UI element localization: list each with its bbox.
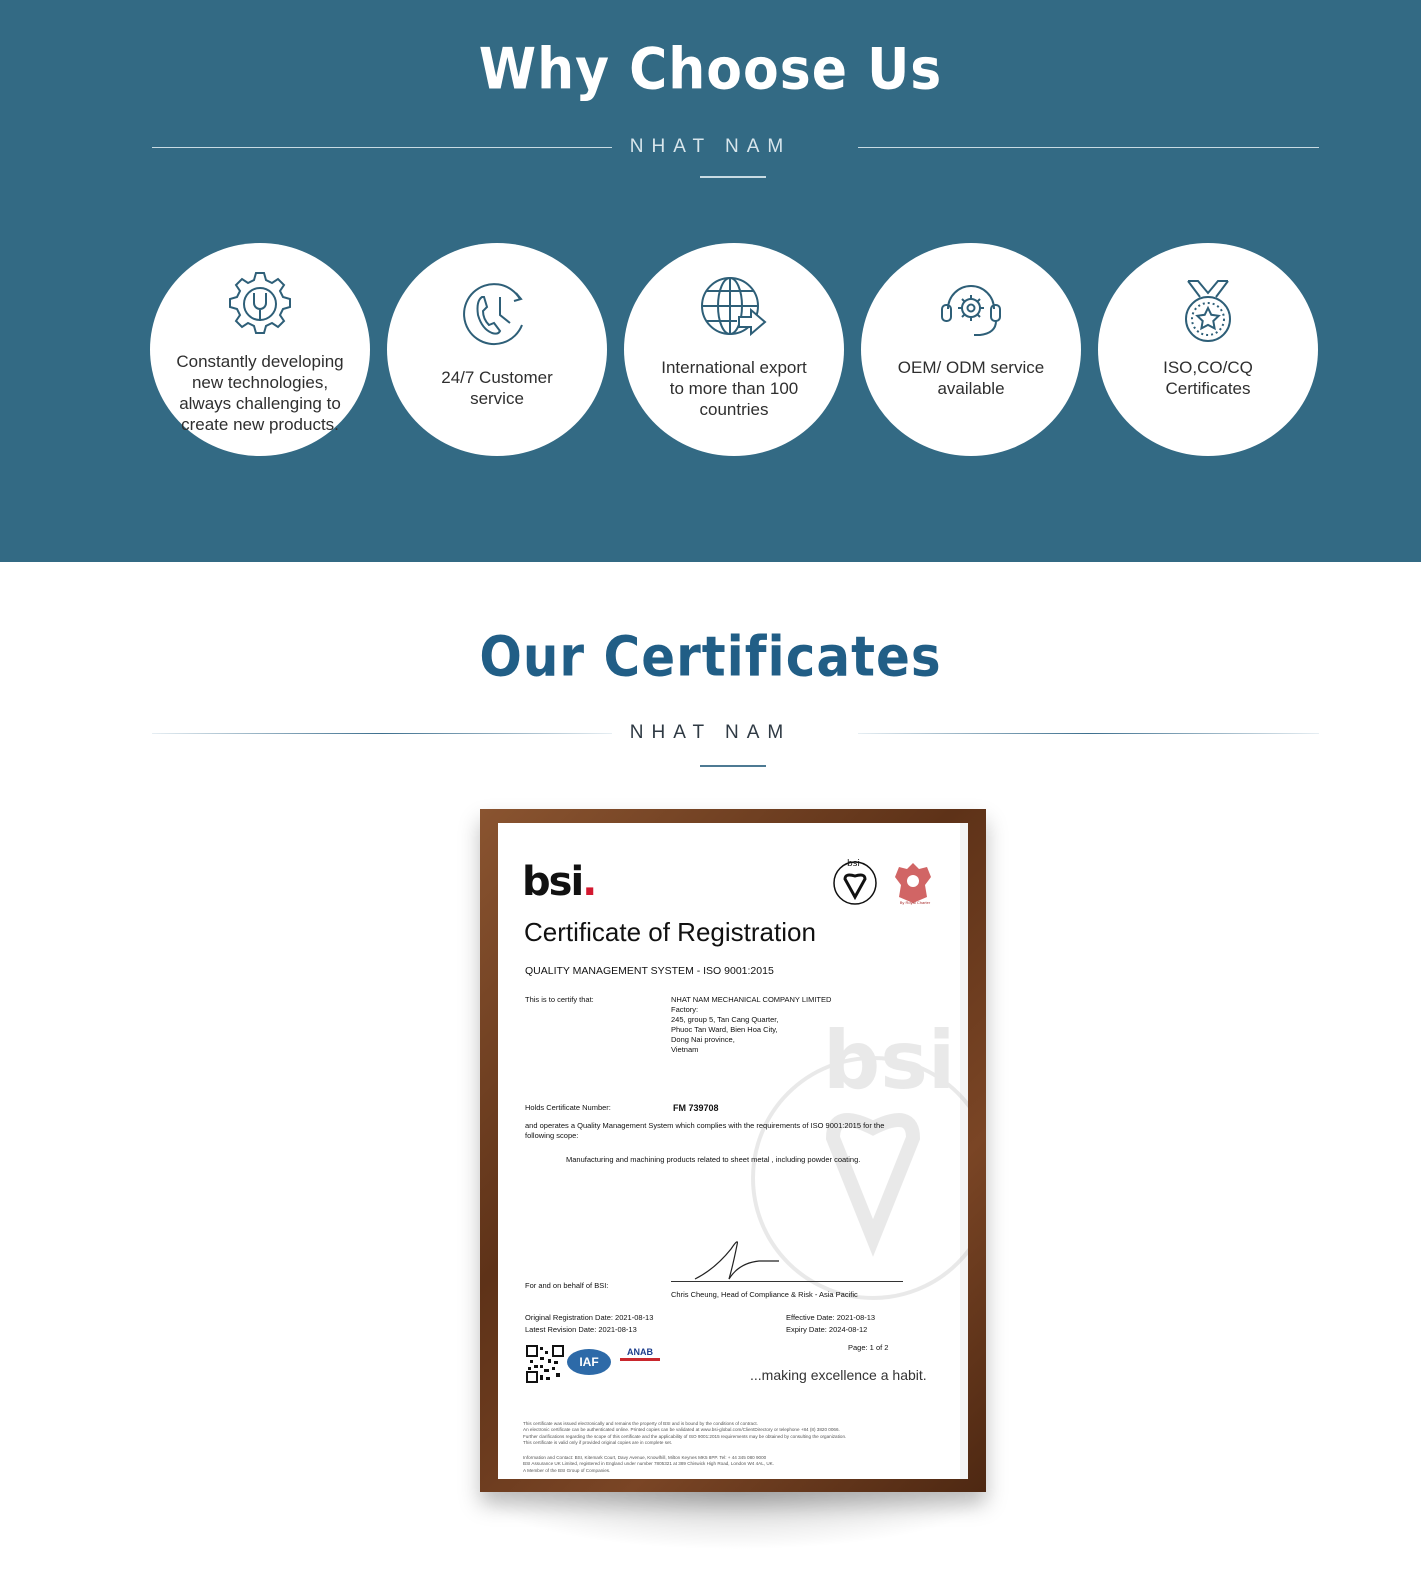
feature-text-line: International export — [661, 358, 807, 377]
crest-caption: By Royal Charter — [899, 900, 931, 905]
holds-label: Holds Certificate Number: — [525, 1103, 611, 1112]
motto: ...making excellence a habit. — [750, 1367, 927, 1383]
fine-print-1 — [523, 1421, 943, 1447]
globe-export-icon — [624, 275, 844, 346]
feature-card-certificates — [1098, 243, 1318, 456]
feature-text-line: service — [470, 389, 524, 408]
latest-revision-date: Latest Revision Date: 2021-08-13 — [525, 1325, 637, 1334]
feature-text-line: to more than 100 — [669, 379, 799, 398]
address-line: NHAT NAM MECHANICAL COMPANY LIMITED — [671, 995, 832, 1004]
feature-text-line: ISO,CO/CQ — [1163, 358, 1253, 377]
certificate-number: FM 739708 — [673, 1103, 719, 1113]
expiry-date: Expiry Date: 2024-08-12 — [786, 1325, 868, 1334]
certificates-title: Our Certificates — [479, 625, 942, 689]
why-subtitle: NHAT NAM — [629, 136, 792, 157]
qr-code-icon — [526, 1345, 564, 1383]
feature-text-line: always challenging to — [179, 394, 341, 413]
divider-line-right — [858, 733, 1319, 734]
kitemark-label: bsi — [847, 859, 860, 869]
feature-text-line: create new products. — [181, 415, 339, 434]
why-divider — [0, 128, 1421, 168]
svg-text:bsi: bsi — [823, 1018, 956, 1107]
bsi-logo: bsi. — [522, 859, 596, 905]
behalf-label: For and on behalf of BSI: — [525, 1281, 609, 1290]
why-choose-us-title: Why Choose Us — [478, 37, 943, 103]
feature-card-oem-odm — [861, 243, 1081, 456]
anab-label: ANAB — [627, 1347, 653, 1357]
feature-card-technology — [150, 243, 370, 456]
address-line: Phuoc Tan Ward, Bien Hoa City, — [671, 1025, 778, 1034]
feature-text-line: OEM/ ODM service — [897, 358, 1045, 377]
fine-print-line: An electronic certificate can be authenticated online. Printed copies can be validated at www.bsi-global.com/ClientDirectory or telephone +84 (8) 3820 0066. — [523, 1427, 840, 1433]
signature — [693, 1233, 783, 1283]
certificates-subtitle: NHAT NAM — [629, 722, 792, 743]
feature-text-line: available — [937, 379, 1005, 398]
feature-text-line: new technologies, — [191, 373, 329, 392]
divider-underline — [700, 176, 766, 178]
signatory-name: Chris Cheung, Head of Compliance & Risk - Asia Pacific — [671, 1290, 858, 1299]
kitemark-icon — [832, 857, 878, 905]
certificate-title: Certificate of Registration — [524, 917, 816, 947]
feature-card-export — [624, 243, 844, 456]
fine-print-line: BSI Assurance UK Limited, registered in England under number 7805321 at 389 Chiswick High Road, London W4 4AL, UK. — [523, 1461, 775, 1467]
fine-print-line: Information and Contact: BSI, Kitemark Court, Davy Avenue, Knowlhill, Milton Keynes MK5 8PP. Tel: + 44 345 080 9000 — [523, 1455, 767, 1460]
divider-underline — [700, 765, 766, 767]
signature-line — [671, 1281, 903, 1282]
fine-print-line: A Member of the BSI Group of Companies. — [523, 1467, 611, 1473]
certificates-divider — [0, 714, 1421, 754]
scope-text: Manufacturing and machining products related to sheet metal , including powder coating. — [566, 1155, 861, 1164]
divider-line-right — [858, 147, 1319, 148]
company-address — [671, 995, 831, 1055]
anab-bar — [620, 1358, 660, 1361]
operates-line: and operates a Quality Management System which complies with the requirements of ISO 9001:2015 for the — [525, 1121, 885, 1130]
feature-card-customer-service — [387, 243, 607, 456]
certificate-paper — [498, 823, 968, 1479]
feature-text-line: Certificates — [1165, 379, 1251, 398]
address-line: Vietnam — [671, 1045, 699, 1054]
certificate-sheet — [498, 823, 960, 1479]
address-line: 245, group 5, Tan Cang Quarter, — [671, 1015, 779, 1024]
certificate-frame[interactable] — [480, 809, 986, 1492]
operates-text — [525, 1121, 925, 1141]
address-line: Dong Nai province, — [671, 1035, 735, 1044]
headset-gear-icon — [861, 277, 1081, 346]
certify-label: This is to certify that: — [525, 995, 594, 1004]
clock-phone-icon — [387, 277, 607, 356]
bsi-logo-text: bsi — [522, 859, 583, 905]
frame-shadow — [470, 1490, 1000, 1550]
page-number: Page: 1 of 2 — [848, 1343, 889, 1352]
fine-print-2 — [523, 1455, 943, 1474]
iaf-badge: IAF — [567, 1349, 611, 1375]
management-system: QUALITY MANAGEMENT SYSTEM - ISO 9001:2015 — [525, 965, 774, 977]
fine-print-line: This certificate is valid only if provided original copies are in complete set. — [523, 1440, 673, 1446]
why-choose-us-section — [0, 0, 1421, 562]
effective-date: Effective Date: 2021-08-13 — [786, 1313, 876, 1322]
medal-icon — [1098, 277, 1318, 352]
anab-badge — [618, 1347, 662, 1377]
operates-line: following scope: — [525, 1131, 579, 1140]
feature-text-line: Constantly developing — [176, 352, 344, 371]
gear-wrench-icon — [150, 269, 370, 344]
original-registration-date: Original Registration Date: 2021-08-13 — [525, 1313, 654, 1322]
feature-text-line: 24/7 Customer — [441, 368, 553, 387]
feature-text-line: countries — [699, 400, 769, 419]
fine-print-line: This certificate was issued electronically and remains the property of BSI and is bound by the conditions of contract. — [523, 1421, 758, 1426]
address-line: Factory: — [671, 1005, 699, 1014]
fine-print-line: Further clarifications regarding the scope of this certificate and the applicability of ISO 9001:2015 requirements may be obtained by consulting the organization. — [523, 1433, 847, 1439]
